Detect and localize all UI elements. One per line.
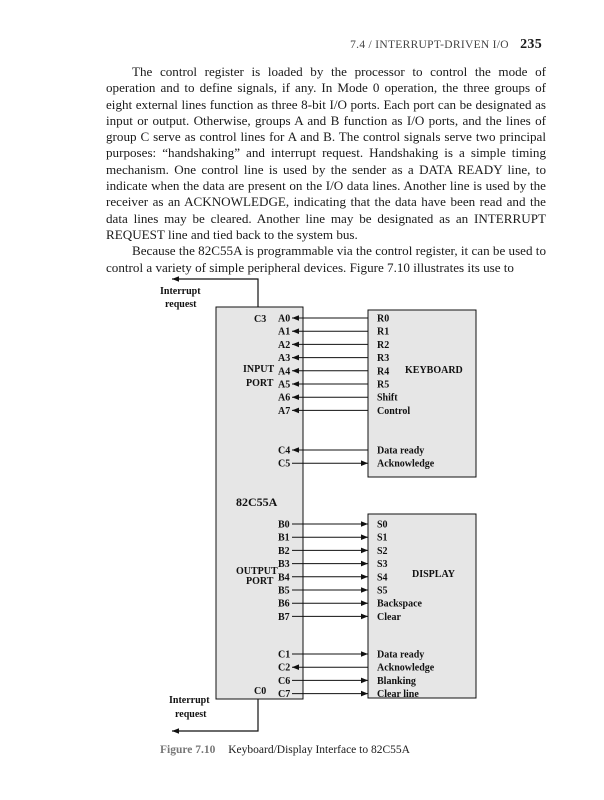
keyboard-line-label: R2 — [377, 339, 390, 351]
keyboard-line-label: Shift — [377, 392, 398, 404]
display-control-label: Data ready — [377, 649, 425, 661]
control-pin-label: C7 — [278, 689, 291, 701]
display-line-label: S2 — [377, 545, 388, 557]
keyboard-line-label: R3 — [377, 353, 390, 365]
input-pin-label: A0 — [278, 313, 291, 325]
output-pin-label: B2 — [278, 545, 290, 557]
paragraph: Because the 82C55A is programmable via the control register, it can be used to control a variety of simple peripheral devices. Figure 7.10 illustrates its use to — [106, 243, 546, 275]
figure-caption — [160, 744, 410, 756]
display-line-label: S3 — [377, 559, 388, 571]
display-line-label: Backspace — [377, 598, 422, 610]
display-label: DISPLAY — [412, 569, 455, 580]
output-port-label: OUTPUT — [236, 566, 278, 577]
pin-label-c3: C3 — [254, 314, 267, 325]
input-pin-label: A3 — [278, 353, 291, 365]
interrupt-label-top: request — [165, 299, 197, 310]
keyboard-label: KEYBOARD — [405, 365, 463, 376]
chip-label: 82C55A — [236, 495, 278, 509]
interrupt-label-bottom: request — [175, 709, 207, 720]
input-pin-label: A5 — [278, 379, 291, 391]
input-pin-label: A2 — [278, 339, 291, 351]
pin-label-c0: C0 — [254, 686, 267, 697]
keyboard-line-label: Control — [377, 405, 411, 417]
input-pin-label: A1 — [278, 326, 291, 338]
input-pin-label: A7 — [278, 405, 291, 417]
display-line-label: S1 — [377, 532, 388, 544]
control-pin-label: C6 — [278, 675, 291, 687]
interrupt-label-bottom: Interrupt — [169, 695, 210, 706]
output-pin-label: B6 — [278, 598, 290, 610]
keyboard-control-label: Data ready — [377, 445, 425, 457]
caption-number: Figure 7.10 — [160, 744, 216, 756]
paragraph: The control register is loaded by the processor to control the mode of operation and to define signals, if any. In Mode 0 operation, the three groups of eight external lines function as three 8-bit I/O ports. Each port can be designated as input or output. Otherwise, groups A and B function as I/O ports, and the lines of group C serve as control lines for A and B. The control signals serve two principal purposes: “handshaking” and interrupt request. Handshaking is a simple timing mechanism. One control line is used by the sender as a DATA READY line, to indicate when the data are present on the I/O data lines. Another line is used by the receiver as an ACKNOWLEDGE, indicating that the data have been read and the data lines may be cleared. Another line may be designated as an INTERRUPT REQUEST line and tied back to the system bus. — [106, 64, 546, 242]
output-pin-label: B7 — [278, 611, 290, 623]
page-number: 235 — [520, 37, 542, 52]
output-pin-label: B5 — [278, 585, 290, 597]
display-line-label: Clear — [377, 611, 401, 623]
control-pin-label: C4 — [278, 445, 291, 457]
output-pin-label: B0 — [278, 519, 290, 531]
display-control-label: Blanking — [377, 675, 416, 687]
display-line-label: S0 — [377, 519, 388, 531]
output-pin-label: B1 — [278, 532, 290, 544]
input-port-label: INPUT — [243, 364, 275, 375]
header-section: 7.4 / INTERRUPT-DRIVEN I/O — [350, 39, 509, 51]
display-line-label: S5 — [377, 585, 388, 597]
input-port-label: PORT — [246, 378, 274, 389]
input-pin-label: A4 — [278, 366, 291, 378]
display-line-label: S4 — [377, 572, 388, 584]
input-pin-label: A6 — [278, 392, 291, 404]
output-pin-label: B3 — [278, 559, 290, 571]
output-port-label: PORT — [246, 576, 274, 587]
output-pin-label: B4 — [278, 572, 290, 584]
keyboard-line-label: R1 — [377, 326, 390, 338]
keyboard-control-label: Acknowledge — [377, 458, 435, 470]
display-control-label: Acknowledge — [377, 662, 435, 674]
control-pin-label: C1 — [278, 649, 291, 661]
keyboard-line-label: R4 — [377, 366, 390, 378]
caption-text: Keyboard/Display Interface to 82C55A — [228, 744, 410, 756]
interrupt-label-top: Interrupt — [160, 286, 201, 297]
keyboard-line-label: R5 — [377, 379, 390, 391]
control-pin-label: C5 — [278, 458, 291, 470]
display-control-label: Clear line — [377, 689, 419, 701]
keyboard-line-label: R0 — [377, 313, 390, 325]
control-pin-label: C2 — [278, 662, 291, 674]
